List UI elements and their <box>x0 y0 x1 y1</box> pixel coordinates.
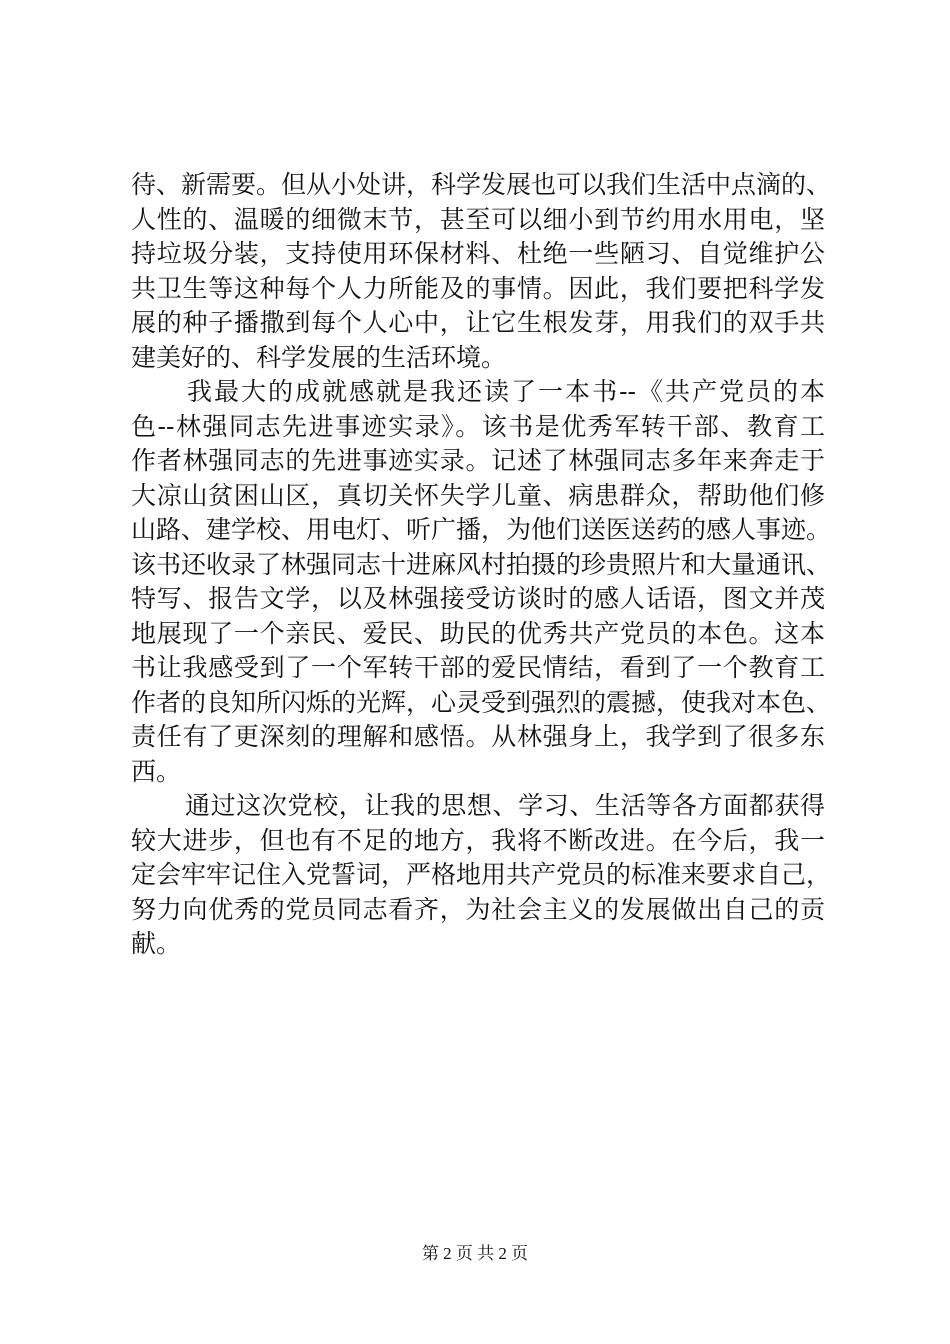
text-line: 作者的良知所闪烁的光辉，心灵受到强烈的震撼，使我对本色、 <box>131 687 832 717</box>
text-line: 献。 <box>131 929 182 958</box>
text-line: 特写、报告文学，以及林强接受访谈时的感人话语，图文并茂 <box>131 584 825 613</box>
text-line: 共卫生等这种每个人力所能及的事情。因此，我们要把科学发 <box>131 273 825 303</box>
page-number-label: 第 2 页 共 2 页 <box>421 1244 529 1263</box>
paragraph-3 <box>131 789 832 962</box>
text-line: 待、新需要。但从小处讲，科学发展也可以我们生活中点滴的、 <box>131 170 832 199</box>
text-line: 书让我感受到了一个军转干部的爱民情结，看到了一个教育工 <box>131 653 825 682</box>
text-line: 我最大的成就感就是我还读了一本书--《共产党员的本 <box>187 377 825 406</box>
page-footer <box>0 1242 950 1266</box>
text-line: 色--林强同志先进事迹实录》。该书是优秀军转干部、教育工 <box>131 411 825 441</box>
text-line: 人性的、温暖的细微末节，甚至可以细小到节约用水用电，坚 <box>131 204 825 234</box>
text-line: 定会牢牢记住入党誓词，严格地用共产党员的标准来要求自己， <box>131 860 832 889</box>
text-line: 较大进步，但也有不足的地方，我将不断改进。在今后，我一 <box>131 825 825 855</box>
text-line: 努力向优秀的党员同志看齐，为社会主义的发展做出自己的贡 <box>131 894 825 924</box>
text-line: 责任有了更深刻的理解和感悟。从林强身上，我学到了很多东 <box>131 722 825 751</box>
text-line: 持垃圾分装，支持使用环保材料、杜绝一些陋习、自觉维护公 <box>131 239 825 268</box>
text-line: 西。 <box>131 756 182 786</box>
text-line: 地展现了一个亲民、爱民、助民的优秀共产党员的本色。这本 <box>131 618 825 648</box>
text-line: 建美好的、科学发展的生活环境。 <box>131 342 507 372</box>
text-line: 山路、建学校、用电灯、听广播，为他们送医送药的感人事迹。 <box>131 515 832 544</box>
text-line: 作者林强同志的先进事迹实录。记述了林强同志多年来奔走于 <box>131 446 825 475</box>
text-line: 大凉山贫困山区，真切关怀失学儿童、病患群众，帮助他们修 <box>131 480 825 510</box>
body-text <box>131 168 832 962</box>
text-line: 通过这次党校，让我的思想、学习、生活等各方面都获得 <box>185 791 825 820</box>
text-line: 该书还收录了林强同志十进麻风村拍摄的珍贵照片和大量通讯、 <box>131 549 832 579</box>
paragraph-2 <box>131 375 832 789</box>
text-line: 展的种子播撒到每个人心中，让它生根发芽，用我们的双手共 <box>131 308 825 337</box>
paragraph-1 <box>131 168 832 375</box>
